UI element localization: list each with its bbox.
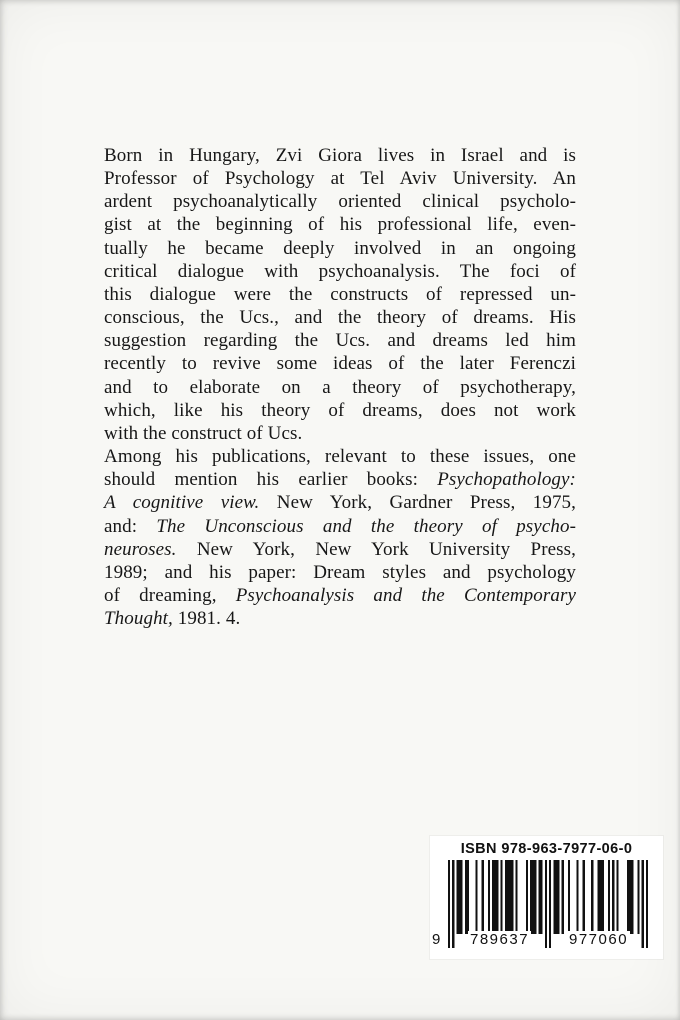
paragraph [104,144,576,445]
text-line [104,352,576,375]
barcode [430,860,663,953]
italic-text-segment: Psychopathology: [437,469,576,491]
italic-text-segment: Thought, [104,608,173,630]
barcode-panel [430,836,663,959]
text-segment: 1989; and his paper: Dream styles and psychology [104,561,576,583]
text-segment: conscious, the Ucs., and the theory of dreams. His [104,307,576,329]
text-line [104,584,576,607]
italic-text-segment: The Unconscious and the theory of psycho- [156,515,576,537]
text-segment: Among his publications, relevant to these issues, one [104,446,576,468]
barcode-bar [612,860,614,934]
barcode-bar [456,860,458,934]
barcode-bar [534,860,536,934]
barcode-bar [492,860,494,934]
bio-text [104,144,576,630]
text-segment: of dreaming, [104,584,236,606]
italic-text-segment: neuroses. [104,538,177,560]
barcode-bar [448,860,450,948]
barcode-bar [557,860,559,934]
barcode-bar [591,860,593,934]
text-segment: gist at the beginning of his professional life, even- [104,214,576,236]
barcode-bar [532,860,534,934]
text-segment: recently to revive some ideas of the later Ferenczi [104,353,576,375]
text-line [104,283,576,306]
barcode-bar [515,860,517,934]
barcode-digits-left: 789637 [470,931,530,948]
barcode-bar [627,860,629,934]
text-line [104,422,576,445]
barcode-bar [597,860,599,934]
text-segment: critical dialogue with psychoanalysis. The foci of [104,260,576,282]
barcode-bar [494,860,496,934]
italic-text-segment: A cognitive view. [104,492,260,514]
barcode-digits-right: 977060 [569,931,629,948]
text-line [104,167,576,190]
barcode-bar [467,860,469,934]
barcode-bar [646,860,648,948]
barcode-bar [555,860,557,934]
barcode-bar [526,860,528,934]
text-segment: tually he became deeply involved in an ongoing [104,237,576,259]
barcode-bar [539,860,541,934]
text-segment: Born in Hungary, Zvi Giora lives in Israel and is [104,145,576,166]
paragraph [104,445,576,630]
text-segment: New York, New York University Press, [176,538,576,560]
text-line [104,190,576,213]
text-line [104,306,576,329]
text-segment: ardent psychoanalytically oriented clinical psycholo- [104,191,576,213]
barcode-bar [576,860,578,934]
barcode-bar [553,860,555,934]
barcode-bar [616,860,618,934]
barcode-bar [461,860,463,934]
text-line [104,329,576,352]
text-line [104,260,576,283]
barcode-bar [637,860,639,934]
text-line [104,538,576,561]
barcode-bar [545,860,547,948]
text-segment: and to elaborate on a theory of psychotherapy, [104,376,576,398]
barcode-bar [608,860,610,934]
text-segment: which, like his theory of dreams, does not work [104,399,576,421]
text-line [104,491,576,514]
barcode-bar [459,860,461,934]
barcode-bar [568,860,570,934]
barcode-bar [629,860,631,934]
barcode-digit-first: 9 [432,931,442,948]
text-line [104,468,576,491]
barcode-bar [509,860,511,934]
text-line [104,515,576,538]
barcode-bar [482,860,484,934]
text-line [104,376,576,399]
barcode-bar [452,860,454,948]
isbn-label: ISBN 978-963-7977-06-0 [460,841,633,857]
barcode-bar [511,860,513,934]
barcode-bar [496,860,498,934]
barcode-bar [530,860,532,934]
barcode-bar [631,860,633,934]
text-line [104,607,576,630]
text-line [104,561,576,584]
text-segment: this dialogue were the constructs of repressed un- [104,283,576,305]
barcode-bar [549,860,551,948]
barcode-bar [562,860,564,934]
text-line [104,237,576,260]
text-segment: with the construct of Ucs. [104,422,303,444]
barcode-bar [475,860,477,934]
barcode-bar [488,860,490,934]
barcode-bar [501,860,503,934]
barcode-bar [465,860,467,934]
italic-text-segment: Psychoanalysis and the Contemporary [235,584,576,606]
text-segment: and: [104,515,157,537]
barcode-bar [600,860,602,934]
barcode-bar [507,860,509,934]
text-line [104,213,576,236]
text-segment: 1981. 4. [172,608,241,630]
text-line [104,445,576,468]
barcode-bar [642,860,644,948]
barcode-bar [505,860,507,934]
barcode-bar [602,860,604,934]
barcode-bar [541,860,543,934]
text-segment: Professor of Psychology at Tel Aviv University. An [104,168,576,190]
text-line [104,399,576,422]
text-segment: suggestion regarding the Ucs. and dreams led him [104,330,576,352]
text-segment: New York, Gardner Press, 1975, [259,492,576,514]
text-segment: should mention his earlier books: [104,469,438,491]
text-line [104,144,576,167]
barcode-bar [583,860,585,934]
